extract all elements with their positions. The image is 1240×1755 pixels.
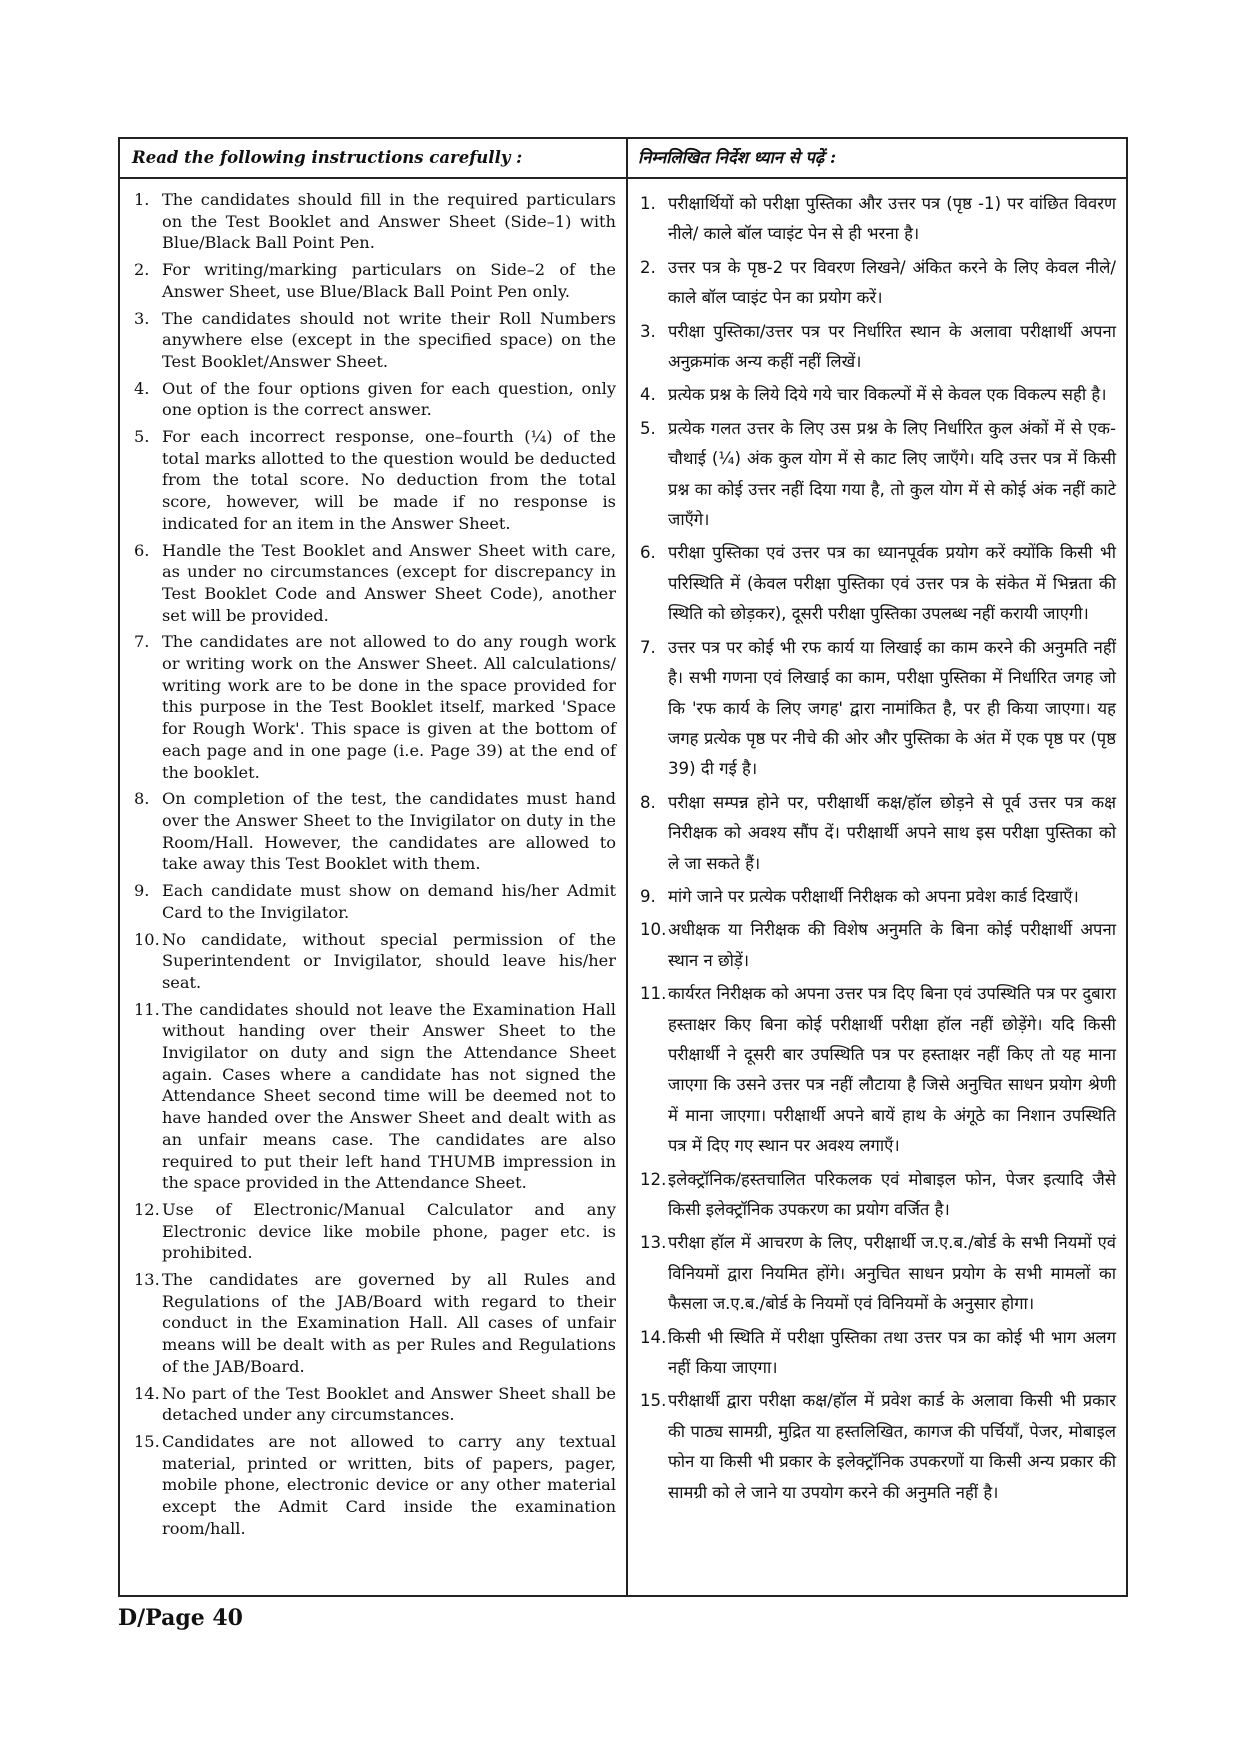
hindi-instruction-item (632, 253, 1116, 314)
item-number: 8. (134, 789, 150, 809)
item-number: 15. (640, 1391, 667, 1411)
hindi-instruction-item (632, 1386, 1116, 1508)
item-number: 6. (640, 543, 656, 563)
english-instruction-item (126, 540, 616, 627)
hindi-instruction-item (632, 1323, 1116, 1384)
item-number: 7. (640, 637, 656, 657)
english-instruction-list (120, 179, 626, 1539)
item-text: परीक्षा हॉल में आचरण के लिए, परीक्षार्थी ज.ए.ब./बोर्ड के सभी नियमों एवं विनियमों द्वारा नियमित होंगे। अनुचित साधन प्रयोग के सभी मामलों का फैसला ज.ए.ब./बोर्ड के नियमों एवं विनियमों के अनुसार होगा। (668, 1233, 1116, 1314)
english-instruction-item (126, 1431, 616, 1540)
item-text: परीक्षा पुस्तिका/उत्तर पत्र पर निर्धारित स्थान के अलावा परीक्षार्थी अपना अनुक्रमांक अन्य कहीं नहीं लिखें। (668, 321, 1116, 372)
item-number: 15. (134, 1431, 160, 1451)
hindi-instruction-item (632, 979, 1116, 1161)
page-footer: D/Page 40 (118, 1605, 243, 1631)
item-text: उत्तर पत्र के पृष्ठ-2 पर विवरण लिखने/ अंकित करने के लिए केवल नीले/ काले बॉल प्वाइंट पेन का प्रयोग करें। (668, 257, 1116, 308)
hindi-instruction-item (632, 633, 1116, 785)
item-text: Handle the Test Booklet and Answer Sheet with care, as under no circumstances (except for discrepancy in Test Booklet Code and Answer Sheet Code), another set will be provided. (162, 540, 616, 625)
item-number: 1. (134, 190, 150, 209)
item-text: उत्तर पत्र पर कोई भी रफ कार्य या लिखाई का काम करने की अनुमति नहीं है। सभी गणना एवं लिखाई का काम, परीक्षा पुस्तिका में निर्धारित जगह जो कि 'रफ कार्य के लिए जगह' द्वारा नामांकित है, पर ही किया जाएगा। यह जगह प्रत्येक पृष्ठ पर नीचे की ओर और पुस्तिका के अंत में एक पृष्ठ पर (पृष्ठ 39) दी गई है। (668, 637, 1116, 779)
item-text: कार्यरत निरीक्षक को अपना उत्तर पत्र दिए बिना एवं उपस्थिति पत्र पर दुबारा हस्ताक्षर किए बिना कोई परीक्षार्थी परीक्षा हॉल नहीं छोड़ेंगे। यदि किसी परीक्षार्थी ने दूसरी बार उपस्थिति पत्र पर हस्ताक्षर नहीं किए तो यह माना जाएगा कि उसने उत्तर पत्र नहीं लौटाया है जिसे अनुचित साधन प्रयोग श्रेणी में माना जाएगा। परीक्षार्थी अपने बायें हाथ के अंगूठे का निशान उपस्थिति पत्र में दिए गए स्थान पर अवश्य लगाएँ। (668, 984, 1116, 1156)
item-text: अधीक्षक या निरीक्षक की विशेष अनुमति के बिना कोई परीक्षार्थी अपना स्थान न छोड़ें। (668, 920, 1116, 970)
english-instruction-item (126, 426, 616, 535)
item-number: 12. (134, 1199, 160, 1219)
english-instruction-item (126, 788, 616, 875)
item-text: Out of the four options given for each question, only one option is the correct answer. (162, 378, 616, 420)
item-number: 9. (640, 886, 656, 906)
item-number: 7. (134, 632, 150, 652)
hindi-instruction-item (632, 317, 1116, 378)
item-text: Use of Electronic/Manual Calculator and any Electronic device like mobile phone, pager etc. is prohibited. (162, 1199, 616, 1263)
item-text: No part of the Test Booklet and Answer Sheet shall be detached under any circumstances. (162, 1383, 616, 1425)
english-header: Read the following instructions carefully : (120, 139, 626, 179)
item-text: The candidates should not leave the Examination Hall without handing over their Answer Sheet to the Invigilator on duty and sign the Attendance Sheet again. Cases where a candidate has not signed the Attendance Sheet second time will be deemed not to have handed over the Answer Sheet and dealt with as an unfair means case. The candidates are also required to put their left hand THUMB impression in the space provided in the Attendance Sheet. (162, 999, 616, 1193)
item-number: 11. (640, 984, 667, 1004)
hindi-instruction-item (632, 915, 1116, 976)
hindi-instruction-item (632, 1228, 1116, 1319)
item-number: 4. (640, 385, 656, 405)
english-instruction-item (126, 999, 616, 1194)
item-text: मांगे जाने पर प्रत्येक परीक्षार्थी निरीक्षक को अपना प्रवेश कार्ड दिखाएँ। (668, 886, 1079, 906)
hindi-instruction-item (632, 1165, 1116, 1226)
english-instruction-item (126, 631, 616, 783)
item-text: किसी भी स्थिति में परीक्षा पुस्तिका तथा उत्तर पत्र का कोई भी भाग अलग नहीं किया जाएगा। (668, 1327, 1116, 1378)
item-text: इलेक्ट्रॉनिक/हस्तचालित परिकलक एवं मोबाइल फोन, पेजर इत्यादि जैसे किसी इलेक्ट्रॉनिक उपकरण का प्रयोग वर्जित है। (668, 1169, 1116, 1219)
item-text: परीक्षार्थियों को परीक्षा पुस्तिका और उत्तर पत्र (पृष्ठ -1) पर वांछित विवरण नीले/ काले बॉल प्वाइंट पेन से ही भरना है। (668, 194, 1116, 244)
english-instruction-item (126, 1383, 616, 1426)
item-number: 2. (134, 260, 150, 280)
item-text: For writing/marking particulars on Side–2 of the Answer Sheet, use Blue/Black Ball Point Pen only. (162, 260, 616, 301)
item-number: 13. (640, 1233, 667, 1253)
item-text: परीक्षार्थी द्वारा परीक्षा कक्ष/हॉल में प्रवेश कार्ड के अलावा किसी भी प्रकार की पाठ्य सामग्री, मुद्रित या हस्तलिखित, कागज की पर्चियाँ, पेजर, मोबाइल फोन या किसी भी प्रकार के इलेक्ट्रॉनिक उपकरणों या किसी अन्य प्रकार की सामग्री को ले जाने या उपयोग करने की अनुमति नहीं है। (668, 1391, 1116, 1502)
item-text: प्रत्येक गलत उत्तर के लिए उस प्रश्न के लिए निर्धारित कुल अंकों में से एक-चौथाई (¼) अंक कुल योग में से काट लिए जाएँगे। यदि उत्तर पत्र में किसी प्रश्न का कोई उत्तर नहीं दिया गया है, तो कुल योग में से कोई अंक नहीं काटे जाएँगे। (668, 418, 1116, 530)
english-instruction-item (126, 880, 616, 923)
item-number: 13. (134, 1270, 160, 1290)
english-instruction-item (126, 1269, 616, 1378)
hindi-instruction-item (632, 538, 1116, 629)
item-number: 5. (640, 418, 656, 438)
item-number: 12. (640, 1169, 667, 1189)
item-text: The candidates should fill in the required particulars on the Test Booklet and Answer Sheet (Side–1) with Blue/Black Ball Point Pen. (162, 190, 616, 253)
item-number: 3. (640, 321, 656, 341)
item-text: Candidates are not allowed to carry any textual material, printed or written, bits of papers, pager, mobile phone, electronic device or any other material except the Admit Card inside the examination room/hall. (162, 1431, 616, 1538)
item-number: 9. (134, 881, 150, 901)
english-column (120, 139, 628, 1595)
english-instruction-item (126, 1199, 616, 1264)
item-number: 5. (134, 427, 150, 447)
item-text: Each candidate must show on demand his/her Admit Card to the Invigilator. (162, 881, 616, 922)
english-instruction-item (126, 308, 616, 373)
item-text: परीक्षा पुस्तिका एवं उत्तर पत्र का ध्यानपूर्वक प्रयोग करें क्योंकि किसी भी परिस्थिति में (केवल परीक्षा पुस्तिका एवं उत्तर पत्र के संकेत में भिन्नता की स्थिति को छोड़कर), दूसरी परीक्षा पुस्तिका उपलब्ध नहीं करायी जाएगी। (668, 543, 1116, 624)
item-text: The candidates are not allowed to do any rough work or writing work on the Answer Sheet. All calculations/ writing work are to be done in the space provided for this purpose in the Test Booklet itself, marked 'Space for Rough Work'. This space is given at the bottom of each page and in one page (i.e. Page 39) at the end of the booklet. (162, 632, 616, 782)
hindi-instruction-item (632, 414, 1116, 536)
english-instruction-item (126, 189, 616, 254)
item-number: 10. (134, 929, 160, 949)
item-number: 2. (640, 257, 656, 277)
item-text: The candidates are governed by all Rules and Regulations of the JAB/Board with regard to their conduct in the Examination Hall. All cases of unfair means will be dealt with as per Rules and Regulations of the JAB/Board. (162, 1270, 616, 1376)
item-text: The candidates should not write their Roll Numbers anywhere else (except in the specified space) on the Test Booklet/Answer Sheet. (162, 308, 616, 371)
item-text: No candidate, without special permission of the Superintendent or Invigilator, should leave his/her seat. (162, 929, 616, 992)
hindi-instruction-item (632, 788, 1116, 879)
hindi-instruction-item (632, 380, 1116, 410)
item-number: 10. (640, 920, 667, 940)
item-number: 3. (134, 308, 150, 328)
english-instruction-item (126, 378, 616, 421)
item-number: 8. (640, 792, 656, 812)
hindi-instruction-list (626, 179, 1126, 1508)
item-text: परीक्षा सम्पन्न होने पर, परीक्षार्थी कक्ष/हॉल छोड़ने से पूर्व उत्तर पत्र कक्ष निरीक्षक को अवश्य सौंप दें। परीक्षार्थी अपने साथ इस परीक्षा पुस्तिका को ले जा सकते हैं। (668, 792, 1116, 873)
item-text: प्रत्येक प्रश्न के लिये दिये गये चार विकल्पों में से केवल एक विकल्प सही है। (668, 385, 1107, 405)
hindi-column (626, 139, 1126, 1595)
item-number: 1. (640, 194, 656, 213)
item-text: For each incorrect response, one–fourth (¼) of the total marks allotted to the question would be deducted from the total score. No deduction from the total score, however, will be made if no response is indicated for an item in the Answer Sheet. (162, 427, 616, 533)
instructions-table (118, 137, 1128, 1597)
item-number: 14. (640, 1327, 667, 1347)
hindi-header: निम्नलिखित निर्देश ध्यान से पढ़ें : (626, 139, 1126, 179)
item-number: 4. (134, 378, 150, 398)
item-number: 11. (134, 999, 160, 1019)
item-number: 6. (134, 540, 150, 560)
english-instruction-item (126, 259, 616, 302)
item-number: 14. (134, 1383, 160, 1403)
hindi-instruction-item (632, 189, 1116, 250)
item-text: On completion of the test, the candidates must hand over the Answer Sheet to the Invigilator on duty in the Room/Hall. However, the candidates are allowed to take away this Test Booklet with them. (162, 789, 616, 874)
hindi-instruction-item (632, 882, 1116, 912)
english-instruction-item (126, 929, 616, 994)
